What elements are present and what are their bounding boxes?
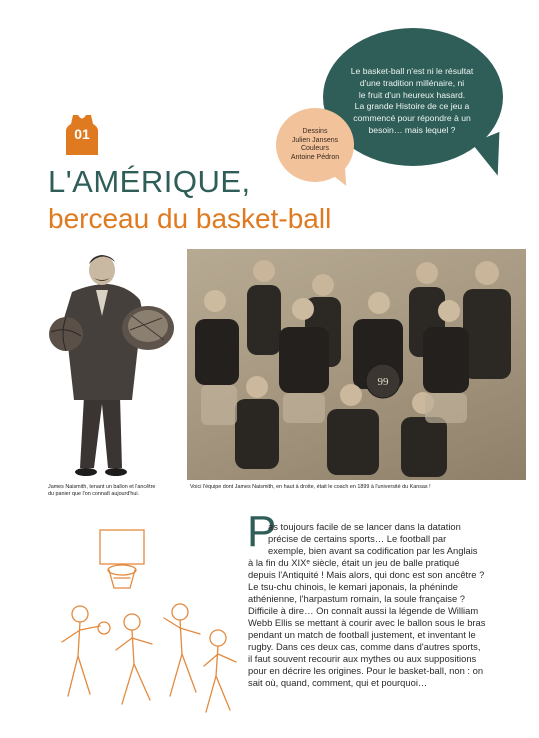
players-sketch [40,526,240,722]
drop-cap: P [247,507,277,556]
credits: Dessins Julien Jansens Couleurs Antoine Pédron [290,128,340,161]
naismith-caption: James Naismith, tenant un ballon et l'ancêtre du panier que l'on connaît aujourd'hui. [48,484,156,497]
naismith-photo [44,246,178,482]
page-subtitle: berceau du basket-ball [48,203,332,234]
page-title: L'AMÉRIQUE, [48,164,251,199]
team-photo-illustration [187,249,526,480]
chapter-number: 01 [74,126,90,142]
intro-text: Le basket-ball n'est ni le résultat d'une tradition millénaire, ni le fruit d'un heureux hasard. La grande Histoire de ce jeu a commencé pour répondre à un besoin… mais lequel ? [350,66,474,135]
team-caption: Voici l'équipe dont James Naismith, en haut à droite, était le coach en 1899 à l'université du Kansas ! [190,484,431,490]
ball-number: 99 [377,376,389,388]
team-photo [187,249,526,480]
